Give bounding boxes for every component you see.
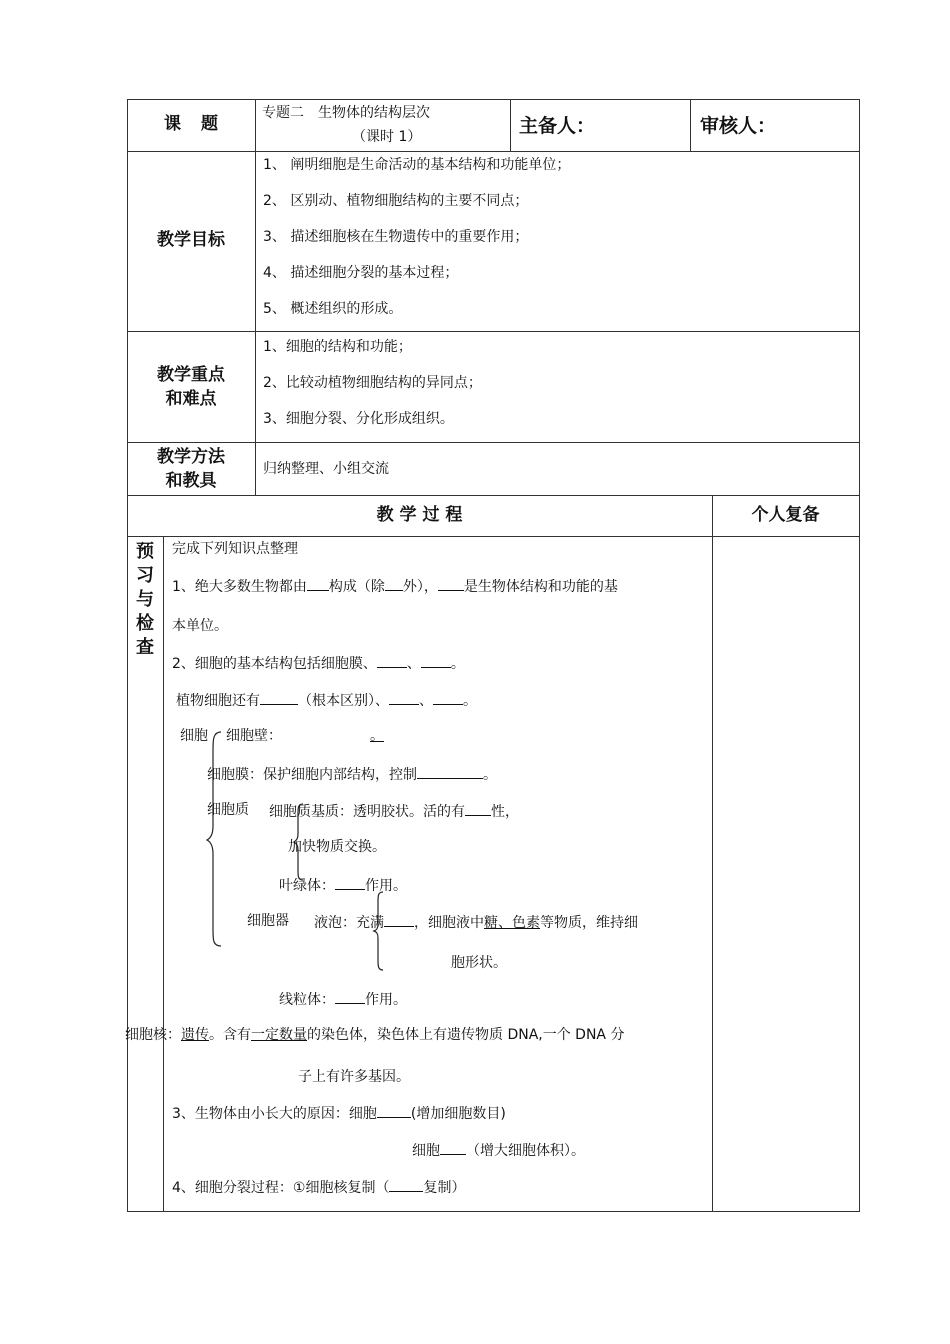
fill-blank — [377, 653, 407, 668]
table-rule-label-column — [255, 99, 256, 496]
nucleus — [125, 1026, 624, 1044]
fill-blank — [385, 576, 403, 591]
question-2 — [172, 653, 465, 673]
keypoints-label: 教学重点 — [157, 365, 225, 385]
keypoints-label-2: 和难点 — [165, 389, 217, 409]
fill-blank — [335, 875, 365, 890]
cytoplasm-matrix — [269, 801, 519, 821]
table-rule — [127, 331, 860, 332]
q3-text: (增加细胞数目) — [410, 1106, 506, 1122]
nucleus-cont: 子上有许多基因。 — [298, 1069, 410, 1085]
q4-text: 复制） — [423, 1180, 466, 1196]
side-label-char: 习 — [136, 565, 154, 586]
organelle-label: 细胞器 — [247, 913, 289, 929]
side-label-char: 检 — [136, 613, 154, 634]
table-rule-side-label — [163, 536, 164, 1212]
q3-text: 细胞 — [412, 1143, 440, 1159]
side-label-char: 与 — [136, 589, 154, 610]
q2-text: 植物细胞还有 — [176, 693, 260, 709]
cell-wall-text: 细胞壁： — [226, 728, 282, 744]
q3-text: （增大细胞体积）。 — [466, 1143, 585, 1159]
question-2-plant — [176, 690, 477, 710]
keypoint-item: 3、细胞分裂、分化形成组织。 — [263, 411, 454, 427]
fill-blank — [433, 690, 463, 705]
q2-text: （根本区别）、 — [298, 693, 389, 709]
methods-value: 归纳整理、小组交流 — [263, 461, 389, 477]
nucleus-amount: 一定数量 — [251, 1027, 307, 1043]
fill-blank — [465, 801, 491, 816]
objective-item: 3、 描述细胞核在生物遗传中的重要作用； — [263, 229, 529, 245]
table-rule — [127, 151, 860, 152]
fill-blank — [377, 1103, 411, 1118]
q2-text: 、 — [419, 693, 433, 709]
topic-label: 课 题 — [164, 114, 218, 134]
table-rule — [127, 442, 860, 443]
q1-text: 构成（除 — [328, 579, 385, 595]
q3-text: 3、生物体由小长大的原因：细胞 — [172, 1106, 377, 1122]
fill-blank — [335, 989, 365, 1004]
question-3-cont — [412, 1140, 585, 1160]
question-4 — [172, 1177, 465, 1197]
cytoplasm-matrix-cont: 加快物质交换。 — [288, 839, 386, 855]
vacuole-text: ，细胞液中 — [414, 915, 484, 931]
nucleus-text: 的染色体，染色体上有遗传物质 DNA,一个 DNA 分 — [307, 1027, 625, 1043]
matrix-text: 细胞质基质：透明胶状。活的有 — [269, 804, 465, 820]
chloroplast-text: 作用。 — [365, 878, 407, 894]
keypoint-item: 1、细胞的结构和功能； — [263, 339, 412, 355]
membrane-text: 。 — [483, 767, 497, 783]
fill-blank — [389, 690, 419, 705]
table-border-bottom — [127, 1211, 860, 1212]
vacuole-text: 液泡：充满 — [314, 915, 384, 931]
fill-blank — [421, 653, 451, 668]
question-1-cont: 本单位。 — [172, 618, 228, 634]
process-intro: 完成下列知识点整理 — [172, 541, 298, 557]
vacuole-sugar: 糖、色素 — [484, 915, 540, 931]
chloroplast-text: 叶绿体： — [279, 878, 335, 894]
table-border-top — [127, 99, 860, 100]
vacuole-cont: 胞形状。 — [451, 955, 507, 971]
fill-blank — [438, 576, 464, 591]
q2-text: 。 — [463, 693, 477, 709]
objective-item: 5、 概述组织的形成。 — [263, 301, 403, 317]
preparer-label: 主备人： — [519, 115, 596, 137]
table-rule — [127, 536, 860, 537]
membrane-text: 细胞膜：保护细胞内部结构，控制 — [207, 767, 417, 783]
q1-text: 1、绝大多数生物都由 — [172, 579, 307, 595]
q2-text: 、 — [406, 656, 421, 672]
nucleus-text: 。含有 — [209, 1027, 251, 1043]
cell-wall-blank: 。 — [370, 728, 384, 744]
outer-curly-brace — [205, 730, 225, 950]
fill-blank — [260, 690, 298, 705]
mitochondria-text: 线粒体： — [279, 992, 335, 1008]
objective-item: 1、 阐明细胞是生命活动的基本结构和功能单位； — [263, 157, 571, 173]
reviewer-label: 审核人： — [700, 115, 777, 137]
fill-blank — [307, 576, 329, 591]
mitochondria — [279, 989, 407, 1009]
vacuole — [314, 912, 638, 932]
table-border-right — [859, 99, 860, 1212]
question-1 — [172, 576, 618, 596]
q1-text: 外）， — [402, 579, 438, 595]
table-rule-preparer — [510, 99, 511, 151]
objective-item: 4、 描述细胞分裂的基本过程； — [263, 265, 459, 281]
chloroplast — [279, 875, 407, 895]
cell-membrane — [207, 764, 497, 784]
side-label-char: 预 — [136, 541, 154, 562]
mitochondria-text: 作用。 — [365, 992, 407, 1008]
question-3 — [172, 1103, 506, 1123]
methods-label: 教学方法 — [157, 447, 225, 467]
table-rule — [127, 495, 860, 496]
cytoplasm-label: 细胞质 — [207, 802, 249, 818]
q1-text: 是生物体结构和功能的基 — [463, 579, 618, 595]
nucleus-text: 细胞核： — [125, 1027, 181, 1043]
fill-blank — [440, 1140, 466, 1155]
cell-wall — [226, 727, 388, 745]
cell-label: 细胞 — [180, 728, 208, 744]
objectives-label: 教学目标 — [157, 230, 225, 250]
fill-blank — [384, 912, 414, 927]
keypoint-item: 2、比较动植物细胞结构的异同点； — [263, 375, 482, 391]
vacuole-text: 等物质，维持细 — [540, 915, 638, 931]
topic-lesson: （课时 1） — [352, 129, 422, 145]
personal-prep-header: 个人复备 — [751, 505, 820, 525]
fill-blank — [389, 1177, 423, 1192]
table-rule-personal-column — [712, 495, 713, 1212]
q2-text: 。 — [450, 656, 465, 672]
side-label-char: 查 — [136, 637, 154, 658]
topic-title: 专题二 生物体的结构层次 — [262, 105, 430, 121]
q2-text: 2、细胞的基本结构包括细胞膜、 — [172, 656, 377, 672]
matrix-text: 性， — [491, 804, 519, 820]
fill-blank — [417, 764, 483, 779]
q4-text: 4、细胞分裂过程：①细胞核复制（ — [172, 1180, 390, 1196]
nucleus-heredity: 遗传 — [181, 1027, 209, 1043]
methods-label-2: 和教具 — [165, 471, 217, 491]
process-header: 教 学 过 程 — [376, 505, 463, 525]
table-rule-reviewer — [690, 99, 691, 151]
objective-item: 2、 区别动、植物细胞结构的主要不同点； — [263, 193, 529, 209]
